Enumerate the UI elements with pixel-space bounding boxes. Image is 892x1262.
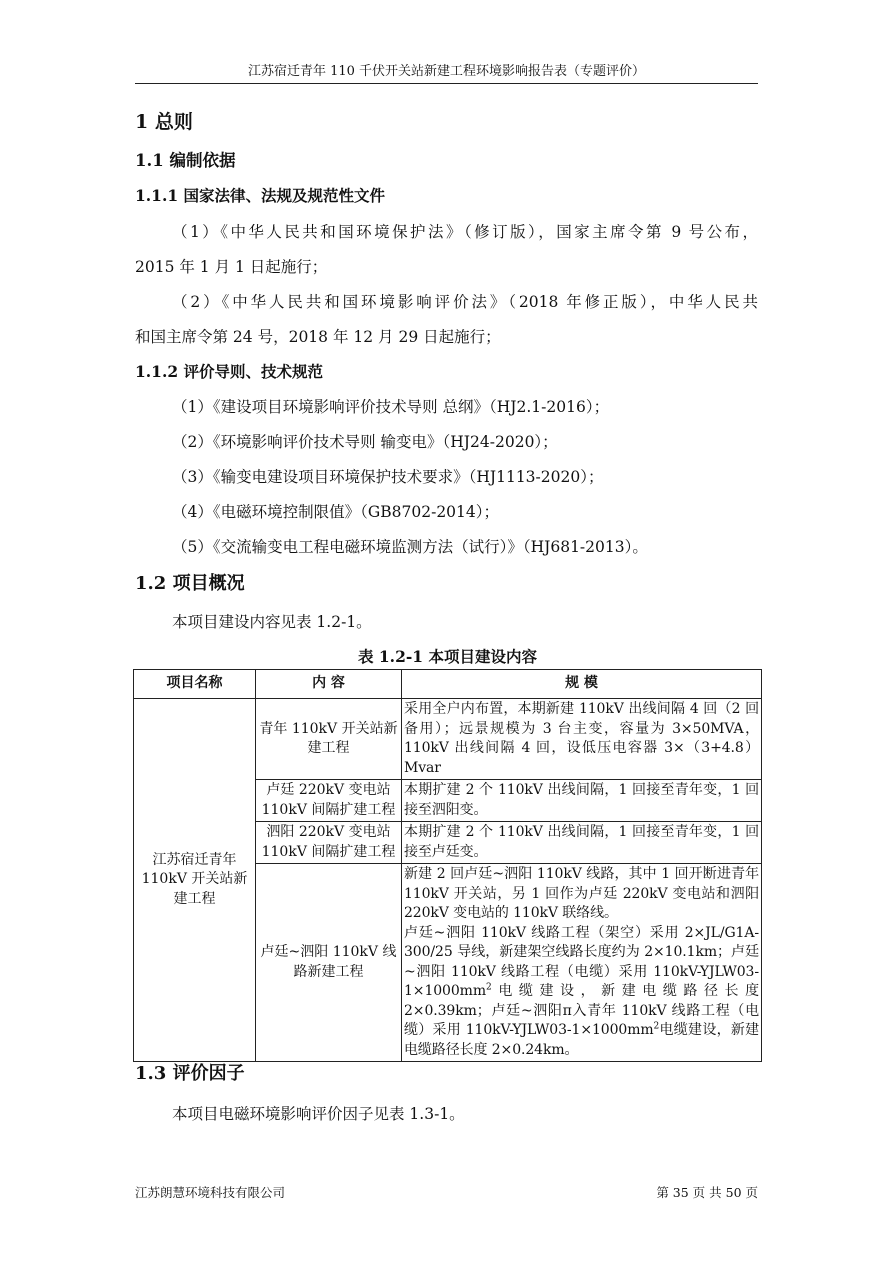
column-header: 项目名称: [134, 670, 256, 699]
guideline-item: （3）《输变电建设项目环境保护技术要求》（HJ1113-2020）；: [172, 468, 604, 486]
section-1-title: 1 总则: [135, 111, 193, 133]
law-item-2-line-2: 和国主席令第 24 号，2018 年 12 月 29 日起施行；: [135, 328, 501, 346]
scale-text: 卢廷~泗阳 110kV 线路工程（架空）采用 2×JL/G1A-300/25 导线，新建架空线路长度约为 2×10.1km；卢廷~泗阳 110kV 线路工程（电缆）采用 110kV-YJLW03-1×1000mm: [404, 924, 759, 999]
content-cell: 卢廷~泗阳 110kV 线路新建工程: [256, 864, 402, 1062]
superscript: 2: [486, 982, 492, 993]
superscript: 2: [653, 1021, 660, 1032]
section-1-2-intro: 本项目建设内容见表 1.2-1。: [172, 613, 372, 631]
content-cell: 卢廷 220kV 变电站 110kV 间隔扩建工程: [256, 780, 402, 822]
scale-cell: 本期扩建 2 个 110kV 出线间隔，1 回接至青年变，1 回接至泗阳变。: [402, 780, 762, 822]
scale-paragraph: 新建 2 回卢廷~泗阳 110kV 线路，其中 1 回开断进青年 110kV 开关站，另 1 回作为卢廷 220kV 变电站和泗阳 220kV 变电站的 110kV 联络线。: [404, 866, 759, 921]
law-item-1-line-1: （1）《中华人民共和国环境保护法》（修订版），国家主席令第 9 号公布，: [172, 223, 758, 241]
content-cell: 泗阳 220kV 变电站 110kV 间隔扩建工程: [256, 822, 402, 864]
column-header: 内 容: [256, 670, 402, 699]
section-1-2-title: 1.2 项目概况: [135, 573, 245, 594]
law-item-1-line-2: 2015 年 1 月 1 日起施行；: [135, 258, 328, 276]
table-row: [134, 699, 762, 780]
guideline-item: （4）《电磁环境控制限值》（GB8702-2014）；: [172, 503, 500, 521]
scale-cell: [402, 864, 762, 1062]
scale-cell: 本期扩建 2 个 110kV 出线间隔，1 回接至青年变，1 回接至卢廷变。: [402, 822, 762, 864]
scale-paragraph: [404, 924, 759, 1061]
table-caption: 表 1.2-1 本项目建设内容: [358, 647, 537, 666]
project-name-cell: 江苏宿迁青年 110kV 开关站新建工程: [134, 699, 256, 1062]
scale-text: 电缆建设，新建电缆路径长度 2×0.39km；卢廷~泗阳π入青年 110kV 线路工程（电缆）采用 110kV-YJLW03-1×1000mm: [404, 983, 759, 1038]
section-1-1-title: 1.1 编制依据: [135, 151, 236, 170]
guideline-item: （2）《环境影响评价技术导则 输变电》（HJ24-2020）；: [172, 433, 558, 451]
guideline-item: （5）《交流输变电工程电磁环境监测方法（试行）》（HJ681-2013）。: [172, 538, 648, 556]
scale-cell: 采用全户内布置，本期新建 110kV 出线间隔 4 回（2 回备用）；远景规模为 3 台主变，容量为 3×50MVA，110kV 出线间隔 4 回，设低压电容器 3×（3+4.8）Mvar: [402, 699, 762, 780]
footer-page-number: 第 35 页 共 50 页: [656, 1185, 758, 1200]
page-footer: [135, 1184, 758, 1202]
table-header-row: [134, 670, 762, 699]
section-1-3-title: 1.3 评价因子: [135, 1063, 245, 1084]
construction-content-table: [133, 669, 762, 1062]
section-1-3-intro: 本项目电磁环境影响评价因子见表 1.3-1。: [172, 1105, 465, 1123]
content-cell: 青年 110kV 开关站新建工程: [256, 699, 402, 780]
law-item-2-line-1: （2）《中华人民共和国环境影响评价法》（2018 年修正版），中华人民共: [172, 293, 758, 311]
column-header: 规 模: [402, 670, 762, 699]
footer-company: 江苏朗慧环境科技有限公司: [135, 1185, 286, 1200]
scale-text: 电缆建设，新建电缆路径长度 2×0.24km。: [404, 1022, 759, 1058]
guideline-item: （1）《建设项目环境影响评价技术导则 总纲》（HJ2.1-2016）；: [172, 398, 610, 416]
running-header: 江苏宿迁青年 110 千伏开关站新建工程环境影响报告表（专题评价）: [135, 63, 758, 84]
section-1-1-1-title: 1.1.1 国家法律、法规及规范性文件: [135, 186, 386, 205]
section-1-1-2-title: 1.1.2 评价导则、技术规范: [135, 362, 324, 381]
